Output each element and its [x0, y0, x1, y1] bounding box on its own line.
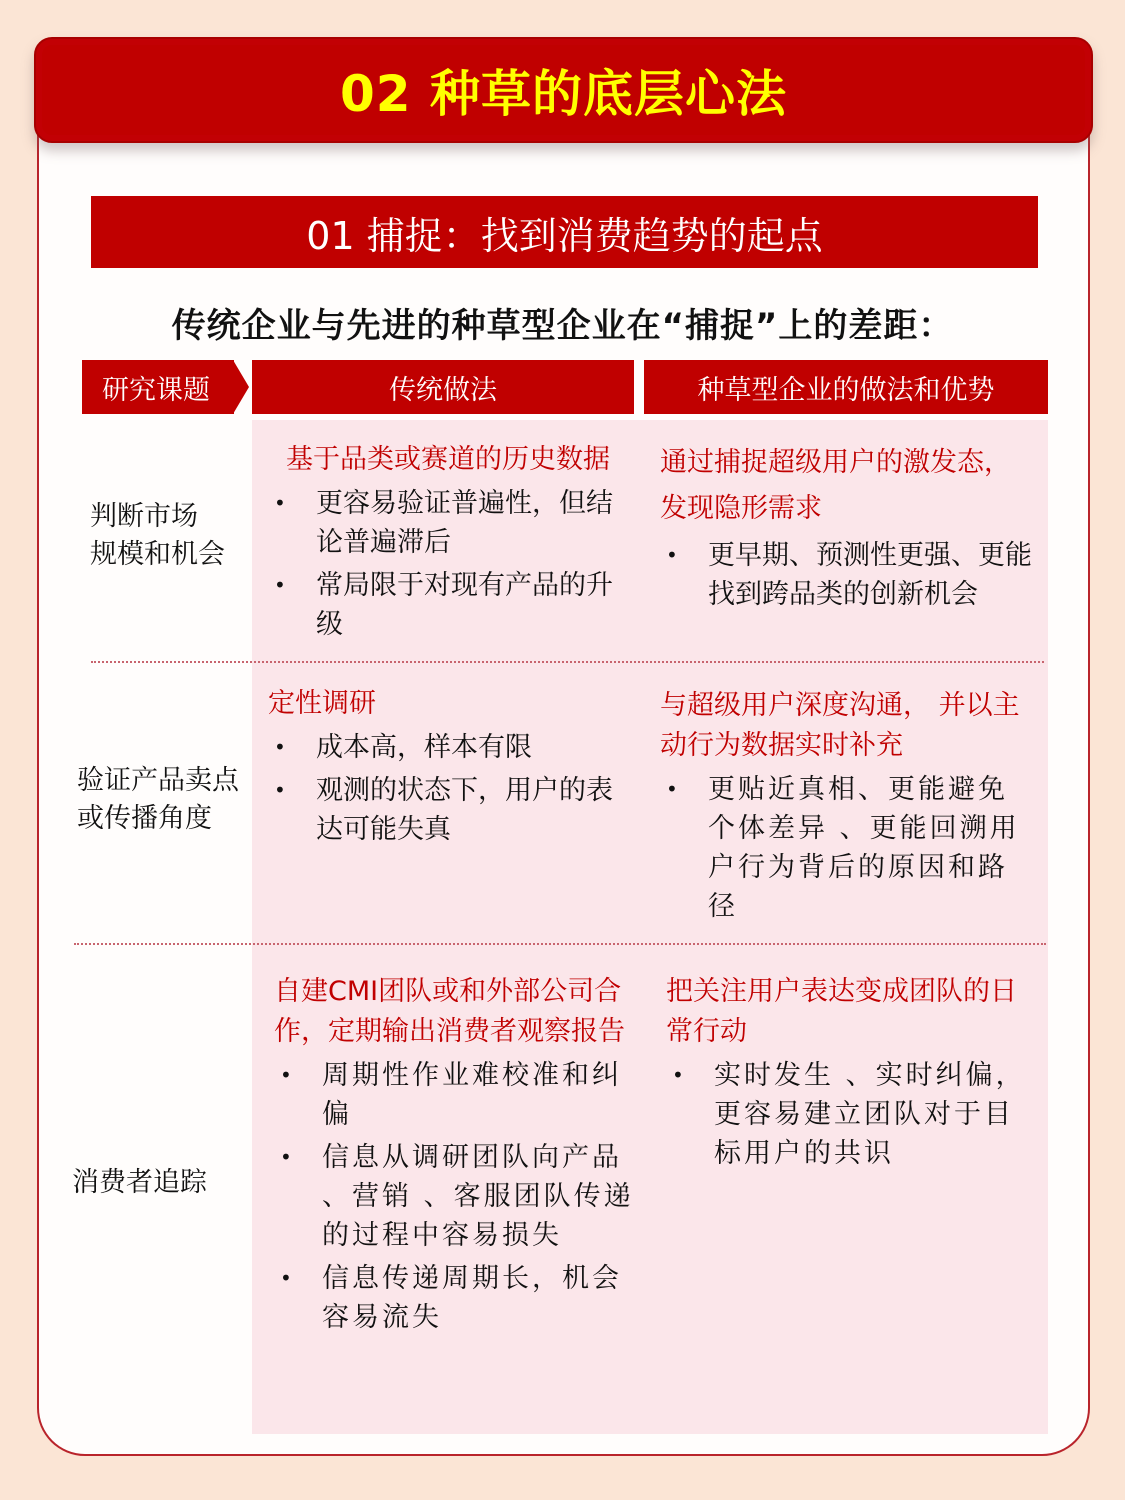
- row-divider: [91, 661, 1044, 663]
- topic-line: 或传播角度: [77, 803, 212, 834]
- list-item: [274, 1259, 634, 1337]
- bullet-icon: •: [280, 1145, 295, 1169]
- header-traditional-label: 传统做法: [389, 374, 497, 406]
- bullet-icon: •: [666, 543, 678, 567]
- bullet-icon: •: [672, 1063, 687, 1087]
- header-traditional: [252, 360, 634, 414]
- bullet-icon: •: [274, 735, 286, 759]
- section-header: [91, 196, 1038, 268]
- topic-line: 规模和机会: [90, 539, 225, 570]
- list-item: [660, 770, 1035, 926]
- title-banner: [34, 37, 1093, 143]
- topic-line: 判断市场: [90, 501, 198, 532]
- cell-heading: 自建CMI团队或和外部公司合作，定期输出消费者观察报告: [274, 976, 625, 1047]
- topic-line: 消费者追踪: [72, 1167, 207, 1198]
- section-title: 01 捕捉：找到消费趋势的起点: [306, 213, 823, 258]
- cell-heading: 基于品类或赛道的历史数据: [286, 444, 610, 475]
- header-seeding-label: 种草型企业的做法和优势: [697, 374, 995, 406]
- bullet-text: 周期性作业难校准和纠偏: [322, 1060, 622, 1130]
- list-item: [268, 728, 638, 767]
- bullet-icon: •: [274, 573, 286, 597]
- traditional-cell: [268, 684, 638, 849]
- cell-heading: 与超级用户深度沟通， 并以主动行为数据实时补充: [660, 690, 1020, 761]
- traditional-cell: [274, 972, 634, 1337]
- bullet-icon: •: [280, 1063, 295, 1087]
- bullet-text: 更早期、预测性更强、更能找到跨品类的创新机会: [708, 540, 1032, 610]
- seeding-cell: [660, 686, 1035, 926]
- bullet-text: 实时发生 、实时纠偏，更容易建立团队对于目标用户的共识: [714, 1060, 1026, 1169]
- bullet-text: 更容易验证普遍性，但结论普遍滞后: [316, 488, 613, 558]
- bullet-text: 成本高，样本有限: [316, 732, 532, 763]
- cell-heading: 定性调研: [268, 688, 376, 719]
- bullet-icon: •: [274, 778, 286, 802]
- list-item: [268, 484, 638, 562]
- bullet-text: 更贴近真相、更能避免个体差异 、更能回溯用户行为背后的原因和路径: [708, 774, 1020, 922]
- list-item: [268, 566, 638, 644]
- bullet-text: 观测的状态下，用户的表达可能失真: [316, 775, 613, 845]
- topic-line: 验证产品卖点: [77, 765, 239, 796]
- row-topic: [77, 762, 239, 838]
- list-item: [268, 771, 638, 849]
- header-topic: [82, 360, 234, 414]
- row-divider: [74, 943, 1046, 945]
- list-item: [274, 1056, 634, 1134]
- bullet-icon: •: [274, 491, 286, 515]
- header-seeding: [644, 360, 1048, 414]
- bullet-icon: •: [280, 1266, 295, 1290]
- list-item: [666, 1056, 1036, 1173]
- row-topic: [72, 1164, 207, 1202]
- bullet-text: 信息从调研团队向产品 、营销 、客服团队传递的过程中容易损失: [322, 1142, 634, 1251]
- list-item: [274, 1138, 634, 1255]
- header-topic-label: 研究课题: [102, 374, 210, 406]
- cell-heading: 把关注用户表达变成团队的日常行动: [666, 976, 1017, 1047]
- comparison-subtitle: 传统企业与先进的种草型企业在“捕捉”上的差距：: [171, 306, 954, 346]
- seeding-cell: [660, 440, 1035, 614]
- bullet-text: 信息传递周期长，机会容易流失: [322, 1263, 622, 1333]
- bullet-text: 常局限于对现有产品的升级: [316, 570, 613, 640]
- bullet-icon: •: [666, 777, 681, 801]
- row-topic: [90, 498, 225, 574]
- cell-heading: 通过捕捉超级用户的激发态，发现隐形需求: [660, 447, 1011, 524]
- arrow-icon: [233, 360, 249, 414]
- page-title: 02 种草的底层心法: [340, 65, 787, 123]
- list-item: [660, 536, 1035, 614]
- traditional-cell: [268, 440, 638, 644]
- seeding-cell: [666, 972, 1036, 1173]
